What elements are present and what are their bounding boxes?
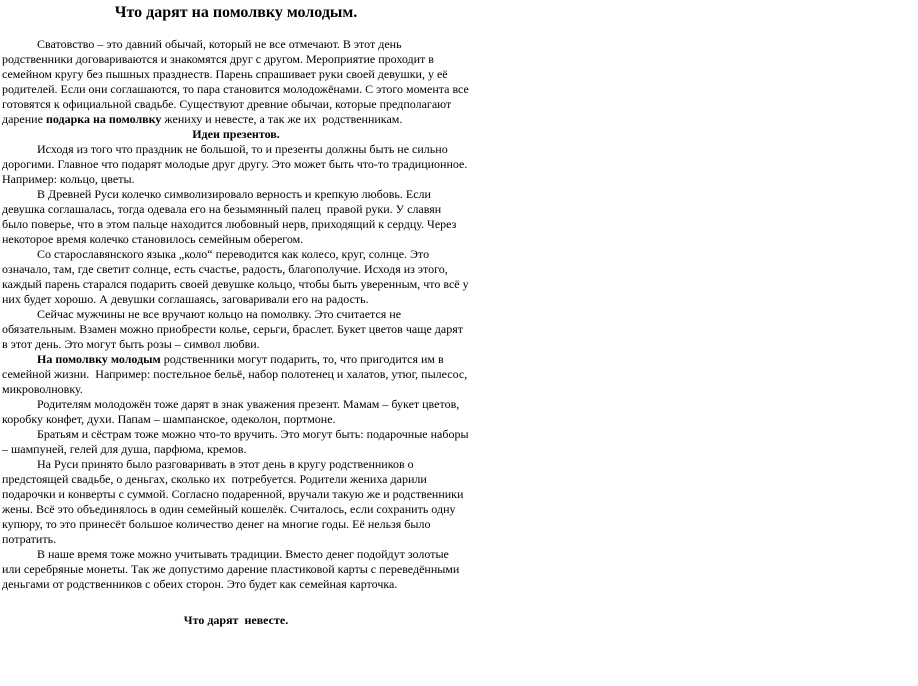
text-run: В Древней Руси колечко символизировало верность и крепкую любовь. Если девушка соглашалась, тогда одевала его на безымянный палец правой руки. У славян было поверье, что в этом пальце находится любовный нерв, приходящий к сердцу. Через некоторое время колечко становилось семейным оберегом. [2, 187, 460, 246]
bold-text-run: На помолвку молодым [37, 352, 161, 366]
text-run: Со старославянского языка „коло“ переводится как колесо, круг, солнце. Это означало, там, где светит солнце, есть счастье, радость, благополучие. Исходя из этого, каждый парень старался подарить своей девушке кольцо, чтобы быть уверенным, что всё у них будет хорошо. А девушки соглашаясь, заговаривали его на радость. [2, 247, 472, 306]
text-run: Сейчас мужчины не все вручают кольцо на помолвку. Это считается не обязательным. Взамен можно приобрести колье, серьги, браслет. Букет цветов чаще дарят в этот день. Это могут быть розы – символ любви. [2, 307, 466, 351]
paragraph [2, 397, 470, 427]
paragraph [2, 307, 470, 352]
paragraph [2, 352, 470, 397]
section-heading [2, 127, 470, 142]
text-run: В наше время тоже можно учитывать традиции. Вместо денег подойдут золотые или серебряные монеты. Так же допустимо дарение пластиковой карты с переведёнными деньгами от родственников с обеих сторон. Это будет как семейная карточка. [2, 547, 463, 591]
paragraph [2, 457, 470, 547]
paragraph [2, 247, 470, 307]
text-run: родственники могут подарить, то, что пригодится им в семейной жизни. Например: постельное бельё, набор полотенец и халатов, утюг, пылесос, микроволновку. [2, 352, 471, 396]
text-run: Братьям и сёстрам тоже можно что-то вручить. Это могут быть: подарочные наборы – шампуней, гелей для душа, парфюма, кремов. [2, 427, 472, 456]
text-run: жениху и невесте, а так же их родственникам. [161, 112, 403, 126]
paragraph [2, 547, 470, 592]
section-heading [2, 613, 470, 628]
text-run: Родителям молодожён тоже дарят в знак уважения презент. Мамам – букет цветов, коробку конфет, духи. Папам – шампанское, одеколон, портмоне. [2, 397, 463, 426]
paragraph [2, 142, 470, 187]
document-column [0, 3, 470, 628]
paragraph [2, 187, 470, 247]
document-title: Что дарят на помолвку молодым. [114, 4, 358, 21]
bold-text-run: подарка на помолвку [45, 112, 162, 126]
paragraph [2, 37, 470, 127]
text-run: Исходя из того что праздник не большой, то и презенты должны быть не сильно дорогими. Главное что подарят молодые друг другу. Это может быть что-то традиционное. Например: кольцо, цветы. [2, 142, 471, 186]
text-run: Сватовство – это давний обычай, который не все отмечают. В этот день родственники договариваются и знакомятся друг с другом. Мероприятие проходит в семейном кругу без пышных празднеств. Парень спрашивает руки своей девушки, у её родителей. Если они соглашаются, то пара становится молодожёнами. С этого момента все готовятся к официальной свадьбе. Существуют древние обычаи, которые предполагают дарение [2, 37, 472, 126]
bold-text-run: Идеи презентов. [192, 127, 280, 141]
bold-text-run: Что дарят невесте. [183, 613, 289, 627]
text-run: На Руси принято было разговаривать в этот день в кругу родственников о предстоящей свадьбе, о деньгах, сколько их потребуется. Родители жениха дарили подарочки и конверты с суммой. Согласно подаренной, вручали такую же и родственники жены. Всё это объединялось в один семейный кошелёк. Считалось, если сохранить одну купюру, то это принесёт большое количество денег на многие годы. Её нельзя было потратить. [2, 457, 467, 546]
paragraph [2, 427, 470, 457]
document-body [2, 37, 470, 628]
